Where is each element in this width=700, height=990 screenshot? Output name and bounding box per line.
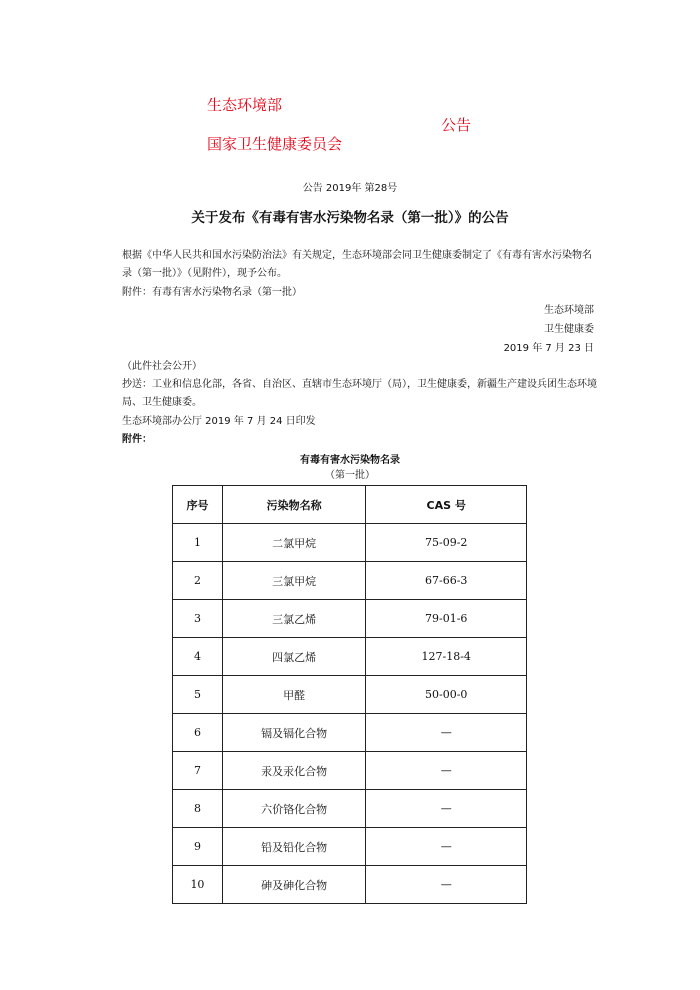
table-row	[173, 752, 527, 790]
table-header-row	[173, 486, 527, 524]
header-pollutant-name: 污染物名称	[222, 486, 366, 524]
row-cas: —	[366, 790, 527, 828]
row-pollutant: 镉及镉化合物	[222, 714, 366, 752]
row-cas: 67-66-3	[366, 562, 527, 600]
row-index: 2	[173, 562, 223, 600]
row-cas: 50-00-0	[366, 676, 527, 714]
row-index: 7	[173, 752, 223, 790]
signature-health-commission: 卫生健康委	[544, 324, 594, 335]
row-pollutant: 汞及汞化合物	[222, 752, 366, 790]
table-row	[173, 600, 527, 638]
row-index: 9	[173, 828, 223, 866]
row-pollutant: 三氯甲烷	[222, 562, 366, 600]
issued-line: 生态环境部办公厅 2019 年 7 月 24 日印发	[122, 416, 316, 427]
signature-date: 2019 年 7 月 23 日	[503, 343, 594, 354]
document-number: 公告 2019年 第28号	[302, 183, 398, 194]
row-pollutant: 二氯甲烷	[222, 524, 366, 562]
row-index: 3	[173, 600, 223, 638]
table-row	[173, 524, 527, 562]
issuer-ministry-ecology: 生态环境部	[207, 96, 283, 114]
attachment-line: 附件：有毒有害水污染物名录（第一批）	[122, 287, 302, 298]
row-index: 1	[173, 524, 223, 562]
list-title: 有毒有害水污染物名录	[300, 455, 400, 466]
row-pollutant: 铅及铅化合物	[222, 828, 366, 866]
row-pollutant: 六价铬化合物	[222, 790, 366, 828]
attachment-label: 附件：	[122, 434, 152, 445]
issuer-health-commission: 国家卫生健康委员会	[207, 135, 343, 153]
pollutant-table	[172, 485, 527, 904]
header-index: 序号	[173, 486, 223, 524]
row-cas: —	[366, 828, 527, 866]
row-cas: 75-09-2	[366, 524, 527, 562]
public-note: （此件社会公开）	[122, 361, 202, 372]
cc-list: 抄送：工业和信息化部，各省、自治区、直辖市生态环境厅（局），卫生健康委，新疆生产建设兵团生态环境局、卫生健康委。	[122, 379, 597, 408]
table-row	[173, 790, 527, 828]
row-cas: —	[366, 714, 527, 752]
header-cas-number: CAS 号	[366, 486, 527, 524]
row-cas: 127-18-4	[366, 638, 527, 676]
row-index: 8	[173, 790, 223, 828]
row-index: 4	[173, 638, 223, 676]
list-subtitle: （第一批）	[325, 470, 375, 481]
row-cas: 79-01-6	[366, 600, 527, 638]
row-index: 6	[173, 714, 223, 752]
table-row	[173, 638, 527, 676]
table-row	[173, 714, 527, 752]
body-paragraph: 根据《中华人民共和国水污染防治法》有关规定，生态环境部会同卫生健康委制定了《有毒有害水污染物名录（第一批）》（见附件），现予公布。	[122, 250, 592, 279]
row-pollutant: 四氯乙烯	[222, 638, 366, 676]
row-pollutant: 砷及砷化合物	[222, 866, 366, 904]
document-type: 公告	[441, 116, 472, 134]
page-title: 关于发布《有毒有害水污染物名录（第一批）》的公告	[191, 210, 509, 226]
row-pollutant: 甲醛	[222, 676, 366, 714]
table-row	[173, 562, 527, 600]
row-pollutant: 三氯乙烯	[222, 600, 366, 638]
signature-ministry: 生态环境部	[544, 305, 594, 316]
row-index: 5	[173, 676, 223, 714]
table-row	[173, 676, 527, 714]
table-row	[173, 828, 527, 866]
table-row	[173, 866, 527, 904]
row-index: 10	[173, 866, 223, 904]
row-cas: —	[366, 866, 527, 904]
row-cas: —	[366, 752, 527, 790]
